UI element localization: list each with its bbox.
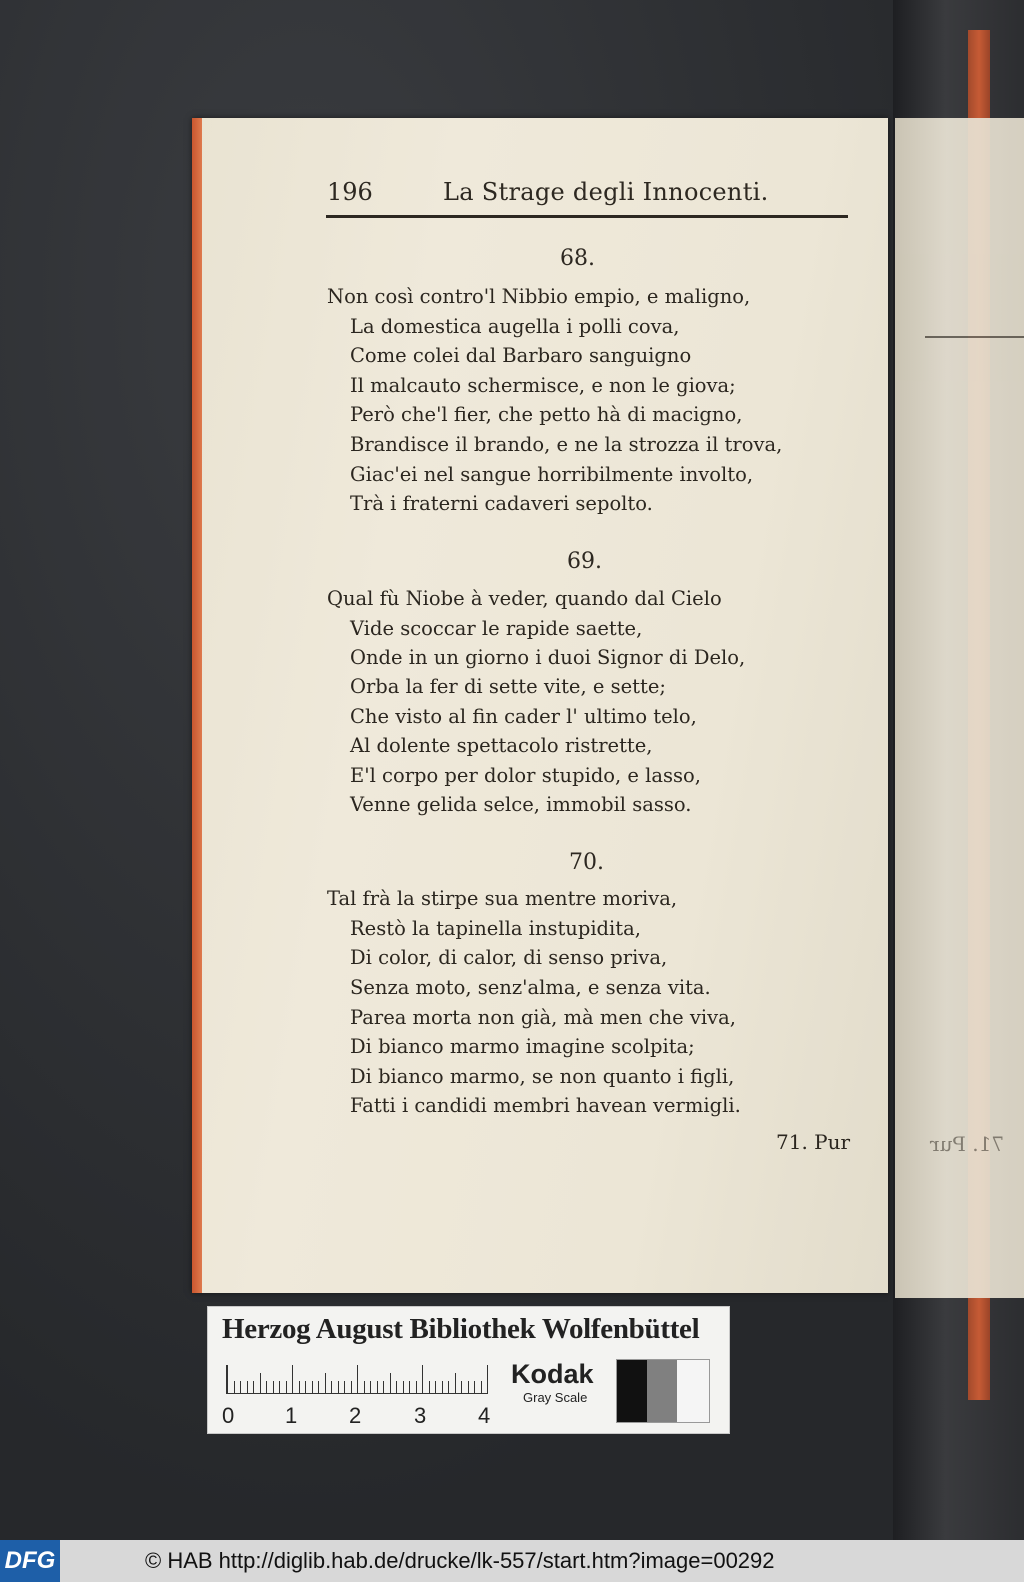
ruler-label: 3	[414, 1403, 427, 1428]
white-patch	[677, 1360, 709, 1422]
running-title: La Strage degli Innocenti.	[443, 178, 769, 206]
header-rule	[326, 215, 848, 218]
stanza-number: 68.	[560, 246, 595, 271]
copyright-link[interactable]: © HAB http://diglib.hab.de/drucke/lk-557/start.htm?image=00292	[145, 1548, 775, 1573]
ruler-tick	[422, 1365, 423, 1393]
verse-line: Qual fù Niobe à veder, quando dal Cielo	[327, 587, 722, 610]
ruler-tick	[409, 1381, 410, 1393]
verse-line: Di bianco marmo, se non quanto i figli,	[350, 1065, 735, 1088]
ruler-tick	[429, 1381, 430, 1393]
verse-line: Onde in un giorno i duoi Signor di Delo,	[350, 646, 746, 669]
ruler-tick	[455, 1373, 456, 1393]
ruler-label: 4	[478, 1403, 491, 1428]
page-edge	[192, 118, 202, 1293]
ruler-tick	[468, 1381, 469, 1393]
next-page-fragment	[895, 118, 1024, 1298]
ruler-tick	[370, 1381, 371, 1393]
ruler-tick	[227, 1365, 228, 1393]
ruler-tick	[279, 1381, 280, 1393]
catchword: 71. Pur	[776, 1130, 851, 1154]
verse-line: Trà i fraterni cadaveri sepolto.	[350, 492, 653, 515]
page-number: 196	[327, 178, 373, 206]
ruler-tick	[247, 1381, 248, 1393]
verse-line: Restò la tapinella instupidita,	[350, 917, 641, 940]
verse-line: Giac'ei nel sangue horribilmente involto,	[350, 463, 754, 486]
verse-line: Il malcauto schermisce, e non le giova;	[350, 374, 736, 397]
ruler-tick	[396, 1381, 397, 1393]
ruler-tick	[364, 1381, 365, 1393]
verse-line: Al dolente spettacolo ristrette,	[350, 734, 653, 757]
ruler-tick	[325, 1373, 326, 1393]
dfg-logo: DFG	[0, 1540, 60, 1582]
stanza-number: 69.	[567, 549, 602, 574]
ruler-tick	[474, 1381, 475, 1393]
ruler-tick	[331, 1381, 332, 1393]
ruler-tick	[240, 1381, 241, 1393]
ruler-tick	[481, 1381, 482, 1393]
ruler-tick	[292, 1365, 293, 1393]
verse-line: La domestica augella i polli cova,	[350, 315, 680, 338]
ruler-tick	[338, 1381, 339, 1393]
ruler-tick	[273, 1381, 274, 1393]
ruler-tick	[266, 1381, 267, 1393]
stanza-number: 70.	[569, 850, 604, 875]
verse-line: Non così contro'l Nibbio empio, e maligno,	[327, 285, 751, 308]
ruler-label: 2	[349, 1403, 362, 1428]
verse-line: Venne gelida selce, immobil sasso.	[350, 793, 692, 816]
ruler-tick	[260, 1373, 261, 1393]
ruler-tick	[253, 1381, 254, 1393]
ruler-tick	[357, 1365, 358, 1393]
kodak-logo: Kodak	[511, 1359, 594, 1389]
ruler-tick	[448, 1381, 449, 1393]
library-name: Herzog August Bibliothek Wolfenbüttel	[222, 1313, 700, 1345]
ruler-tick	[416, 1381, 417, 1393]
ruler-tick	[442, 1381, 443, 1393]
ruler-baseline	[226, 1393, 488, 1394]
ruler-label: 0	[222, 1403, 235, 1428]
verse-line: E'l corpo per dolor stupido, e lasso,	[350, 764, 701, 787]
ruler-tick	[234, 1381, 235, 1393]
ruler-tick	[487, 1365, 488, 1393]
verse-line: Parea morta non già, mà men che viva,	[350, 1006, 736, 1029]
verse-line: Senza moto, senz'alma, e senza vita.	[350, 976, 711, 999]
running-head	[327, 178, 847, 214]
next-page-rule	[925, 336, 1024, 338]
verse-line: Fatti i candidi membri havean vermigli.	[350, 1094, 741, 1117]
verse-line: Come colei dal Barbaro sanguigno	[350, 344, 692, 367]
ruler-tick	[286, 1381, 287, 1393]
verse-line: Orba la fer di sette vite, e sette;	[350, 675, 666, 698]
ruler-label: 1	[285, 1403, 298, 1428]
verse-line: Tal frà la stirpe sua mentre moriva,	[327, 887, 678, 910]
scan-color-bar	[207, 1306, 730, 1434]
ruler-scale	[226, 1365, 489, 1393]
ruler-tick	[305, 1381, 306, 1393]
gray-scale-label: Gray Scale	[523, 1390, 588, 1405]
gray-patch	[647, 1360, 677, 1422]
verse-line: Vide scoccar le rapide saette,	[350, 617, 643, 640]
ruler-tick	[461, 1381, 462, 1393]
ruler-tick	[383, 1381, 384, 1393]
next-page-catchword: 71. Pur	[930, 1132, 1005, 1156]
verse-line: Però che'l fier, che petto hà di macigno,	[350, 403, 743, 426]
ruler-tick	[403, 1381, 404, 1393]
ruler-tick	[377, 1381, 378, 1393]
ruler-tick	[344, 1381, 345, 1393]
ruler-tick	[390, 1373, 391, 1393]
ruler-tick	[312, 1381, 313, 1393]
ruler-tick	[351, 1381, 352, 1393]
ruler-tick	[435, 1381, 436, 1393]
verse-line: Brandisce il brando, e ne la strozza il trova,	[350, 433, 783, 456]
ruler-tick	[318, 1381, 319, 1393]
footer-bar	[0, 1540, 1024, 1582]
black-patch	[617, 1360, 647, 1422]
verse-line: Che visto al fin cader l' ultimo telo,	[350, 705, 697, 728]
ruler-tick	[299, 1381, 300, 1393]
verse-line: Di bianco marmo imagine scolpita;	[350, 1035, 695, 1058]
verse-line: Di color, di calor, di senso priva,	[350, 946, 668, 969]
gray-patches	[616, 1359, 710, 1423]
